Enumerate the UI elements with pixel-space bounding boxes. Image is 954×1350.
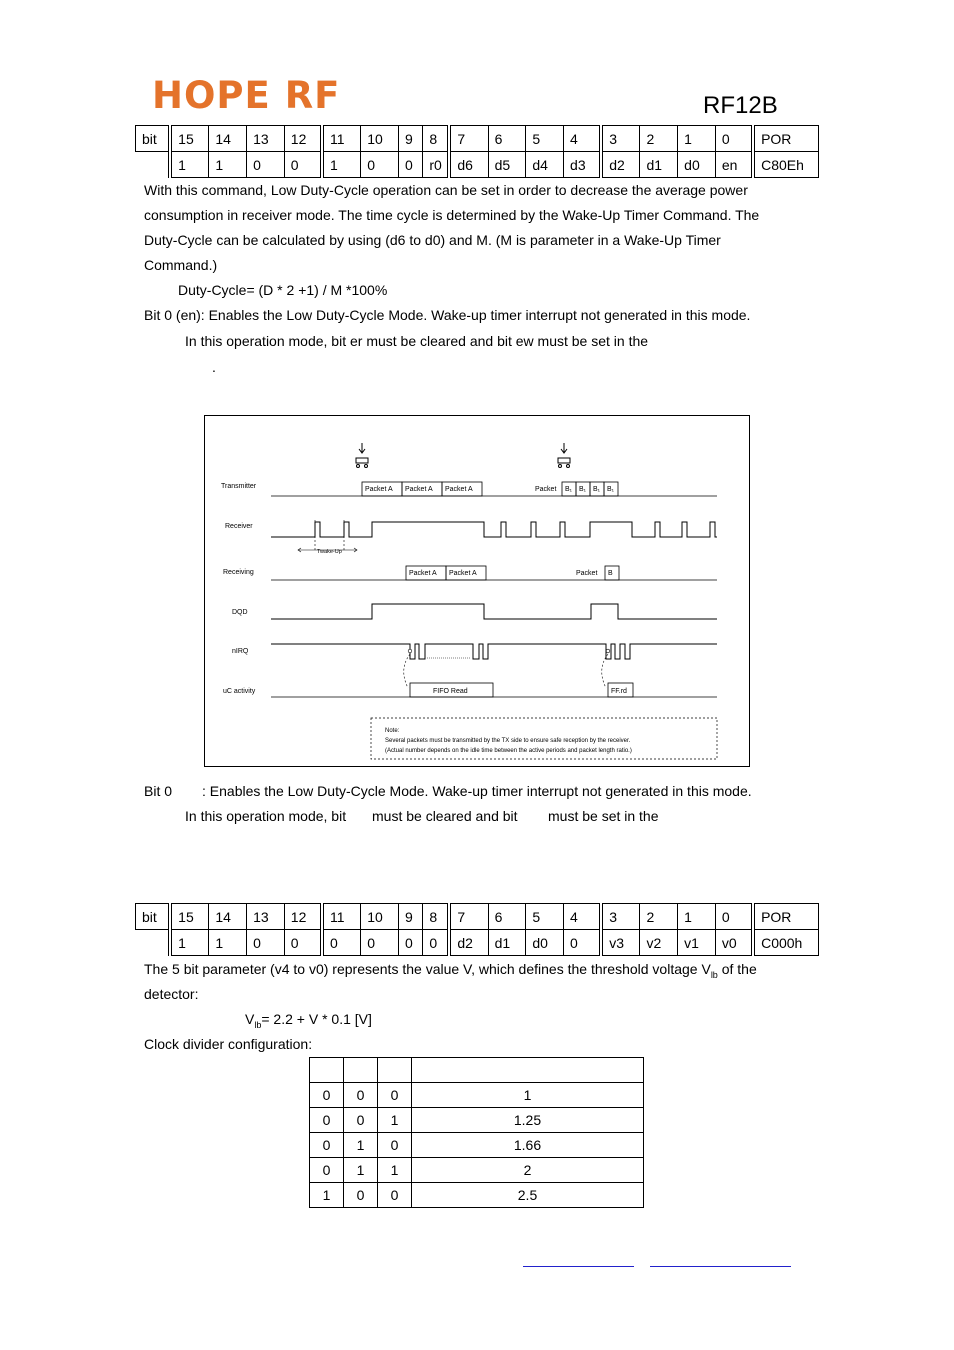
table-cell: 8 (423, 126, 450, 152)
table-row (136, 126, 819, 152)
table-cell: 0 (398, 152, 422, 178)
clock-divider-heading: Clock divider configuration: (144, 1036, 313, 1052)
timing-diagram (204, 415, 750, 767)
table-row (136, 152, 819, 178)
table-cell: 2.5 (412, 1183, 644, 1208)
table-cell: v0 (715, 930, 753, 956)
table-cell: C80Eh (753, 152, 818, 178)
table-cell: 0 (344, 1108, 378, 1133)
table-cell: 5 (526, 126, 564, 152)
note-title: Note: (385, 728, 400, 734)
table-cell: d1 (488, 930, 526, 956)
footer-link-2[interactable] (650, 1266, 791, 1268)
signal-label-receiving: Receiving (223, 569, 254, 576)
table-cell: 1 (678, 904, 716, 930)
table-cell: d6 (449, 152, 488, 178)
packet-label: Packet A (445, 486, 473, 493)
table-cell: 1 (209, 930, 247, 956)
transmitter-waveform (271, 482, 717, 496)
table-cell: 4 (564, 126, 602, 152)
table-cell: 2 (640, 904, 678, 930)
table-cell: d0 (678, 152, 716, 178)
table-cell: 12 (284, 904, 322, 930)
table-cell: d3 (564, 152, 602, 178)
table-cell: C000h (753, 930, 818, 956)
signal-label-nirq: nIRQ (232, 648, 249, 655)
fifo-read-label: FIFO Read (433, 688, 468, 695)
table-cell: 1 (678, 126, 716, 152)
table-cell: 0 (564, 930, 602, 956)
packet-label: Packet A (365, 486, 393, 493)
table-cell: 6 (488, 904, 526, 930)
table-cell: d2 (601, 152, 640, 178)
twake-label: Twake-Up (317, 549, 342, 555)
table-cell: 9 (398, 126, 422, 152)
table-cell: 15 (170, 904, 209, 930)
clock-divider-table (309, 1057, 644, 1208)
nirq-marker-icon (606, 649, 610, 653)
nirq-to-uc-arrow (404, 654, 410, 688)
command-bit-table-2 (135, 903, 819, 956)
packet-label: Packet A (449, 570, 477, 577)
table-cell: 6 (488, 126, 526, 152)
table-cell: 1.66 (412, 1133, 644, 1158)
table-cell: 0 (284, 152, 322, 178)
mode-note: must be cleared and bit (372, 808, 518, 824)
bit0-label: Bit 0 (144, 783, 173, 799)
table-cell: 0 (423, 930, 450, 956)
table-cell: bit (136, 126, 171, 152)
table-cell: 0 (310, 1083, 344, 1108)
nirq-marker-icon (408, 649, 412, 653)
table-cell: 13 (247, 904, 285, 930)
table-cell: 1 (344, 1133, 378, 1158)
table-cell (378, 1058, 412, 1083)
signal-label-dqd: DQD (232, 609, 248, 616)
packet-label: Packet A (405, 486, 433, 493)
table-cell: 10 (361, 904, 399, 930)
signal-label-uc-activity: uC activity (223, 688, 256, 695)
timing-diagram-svg (205, 416, 749, 766)
packet-label: B₁ (579, 486, 587, 493)
table-cell: 3 (601, 904, 640, 930)
table-cell: 0 (361, 152, 399, 178)
table-cell: 1 (378, 1108, 412, 1133)
table-cell: 0 (322, 930, 361, 956)
table-cell: 1 (322, 152, 361, 178)
table-cell: 0 (378, 1183, 412, 1208)
signal-label-receiver: Receiver (225, 523, 253, 530)
table-row (310, 1133, 644, 1158)
table-row (136, 930, 819, 956)
table-cell: 0 (715, 126, 753, 152)
table-cell: d0 (526, 930, 564, 956)
packet-label: Packet (535, 486, 557, 493)
table-cell (136, 152, 171, 178)
paragraph-line: consumption in receiver mode. The time cycle is determined by the Wake-Up Timer Command. The (144, 207, 760, 223)
table-cell: 0 (310, 1158, 344, 1183)
table-cell: d5 (488, 152, 526, 178)
formula-rest: = 2.2 + V * 0.1 [V] (261, 1011, 372, 1027)
table-cell: 0 (310, 1133, 344, 1158)
table-cell: 8 (423, 904, 450, 930)
packet-label: B₁ (565, 486, 573, 493)
receiver-waveform (271, 522, 717, 537)
table-cell: 1 (209, 152, 247, 178)
table-cell: 0 (398, 930, 422, 956)
note-line: (Actual number depends on the idle time between the active periods and packet length ratio.) (385, 748, 632, 754)
bit0-description: Bit 0 (en): Enables the Low Duty-Cycle Mode. Wake-up timer interrupt not generated in this mode. (144, 307, 751, 323)
table-cell: 14 (209, 126, 247, 152)
table-cell (412, 1058, 644, 1083)
twake-marker (315, 520, 344, 552)
table-cell: 1 (170, 152, 209, 178)
table-cell: 2 (640, 126, 678, 152)
table-cell: 1 (310, 1183, 344, 1208)
table-cell: 0 (361, 930, 399, 956)
note-line: Several packets must be transmitted by the TX side to ensure safe reception by the receiver. (385, 738, 631, 744)
table-cell: 1 (344, 1158, 378, 1183)
mode-note: In this operation mode, bit (185, 808, 347, 824)
table-row (310, 1108, 644, 1133)
table-cell: 10 (361, 126, 399, 152)
packet-label: B₁ (607, 486, 615, 493)
table-cell: 11 (322, 126, 361, 152)
table-cell: d2 (449, 930, 488, 956)
packet-label: B (608, 570, 613, 577)
table-cell: 1 (170, 930, 209, 956)
table-cell: 2 (412, 1158, 644, 1183)
table-row (310, 1058, 644, 1083)
signal-label-transmitter: Transmitter (221, 483, 257, 490)
subscript-lb: lb (710, 969, 718, 980)
trailing-dot: . (212, 359, 216, 375)
packet-label: Packet A (409, 570, 437, 577)
table-cell: bit (136, 904, 171, 930)
paragraph-line: Duty-Cycle can be calculated by using (d6 to d0) and M. (M is parameter in a Wake-Up Timer (144, 232, 721, 248)
table-cell: 9 (398, 904, 422, 930)
table-cell: 1.25 (412, 1108, 644, 1133)
table-cell: 7 (449, 904, 488, 930)
nirq-waveform (271, 644, 717, 659)
threshold-text: The 5 bit parameter (v4 to v0) represents the value V, which defines the threshold voltage V (144, 961, 711, 977)
table-cell: 0 (247, 930, 285, 956)
table-cell: POR (753, 126, 818, 152)
table-cell: 14 (209, 904, 247, 930)
fifo-read-short-label: FF.rd (611, 688, 627, 695)
receiving-waveform (271, 566, 717, 580)
table-cell: 12 (284, 126, 322, 152)
table-cell: 11 (322, 904, 361, 930)
table-cell: 0 (378, 1083, 412, 1108)
duty-cycle-formula: Duty-Cycle= (D * 2 +1) / M *100% (178, 282, 388, 298)
table-cell: 5 (526, 904, 564, 930)
table-cell: 15 (170, 126, 209, 152)
table-cell: 0 (344, 1183, 378, 1208)
table-row (310, 1083, 644, 1108)
formula-v: V (245, 1011, 255, 1027)
table-cell (136, 930, 171, 956)
mode-note: In this operation mode, bit er must be cleared and bit ew must be set in the (185, 333, 649, 349)
hoperf-logo: HOPE RF (152, 74, 341, 117)
table-cell: en (715, 152, 753, 178)
table-cell: 0 (378, 1133, 412, 1158)
command-bit-table-1 (135, 125, 819, 178)
table-cell: 1 (412, 1083, 644, 1108)
table-cell: d4 (526, 152, 564, 178)
table-row (310, 1183, 644, 1208)
table-cell (344, 1058, 378, 1083)
dqd-waveform (271, 604, 717, 619)
table-cell: 0 (247, 152, 285, 178)
packet-label: Packet (576, 570, 598, 577)
packet-label: B₁ (593, 486, 601, 493)
table-cell: 3 (601, 126, 640, 152)
table-cell: v2 (640, 930, 678, 956)
footer-link-1[interactable] (523, 1266, 634, 1268)
down-arrow-icon (356, 443, 368, 468)
table-cell: 7 (449, 126, 488, 152)
table-cell: 0 (344, 1083, 378, 1108)
table-cell: 1 (378, 1158, 412, 1183)
table-row (310, 1158, 644, 1183)
down-arrow-icon (558, 443, 570, 468)
table-cell: v1 (678, 930, 716, 956)
uc-activity-waveform (271, 683, 717, 697)
threshold-text-end: of the (717, 961, 757, 977)
threshold-description (144, 957, 757, 988)
paragraph-line: Command.) (144, 257, 218, 273)
table-cell: 0 (310, 1108, 344, 1133)
bit0-description: : Enables the Low Duty-Cycle Mode. Wake-up timer interrupt not generated in this mode. (202, 783, 752, 799)
subscript-lb: lb (254, 1019, 262, 1030)
table-cell: d1 (640, 152, 678, 178)
table-cell: POR (753, 904, 818, 930)
table-row (136, 904, 819, 930)
paragraph-line: detector: (144, 986, 199, 1002)
table-cell: 4 (564, 904, 602, 930)
table-cell: v3 (601, 930, 640, 956)
paragraph-line: With this command, Low Duty-Cycle operation can be set in order to decrease the average power (144, 182, 748, 198)
table-cell: 13 (247, 126, 285, 152)
table-cell: r0 (423, 152, 450, 178)
table-cell: 0 (715, 904, 753, 930)
table-cell (310, 1058, 344, 1083)
mode-note: must be set in the (548, 808, 659, 824)
table-cell: 0 (284, 930, 322, 956)
model-title: RF12B (703, 92, 778, 119)
